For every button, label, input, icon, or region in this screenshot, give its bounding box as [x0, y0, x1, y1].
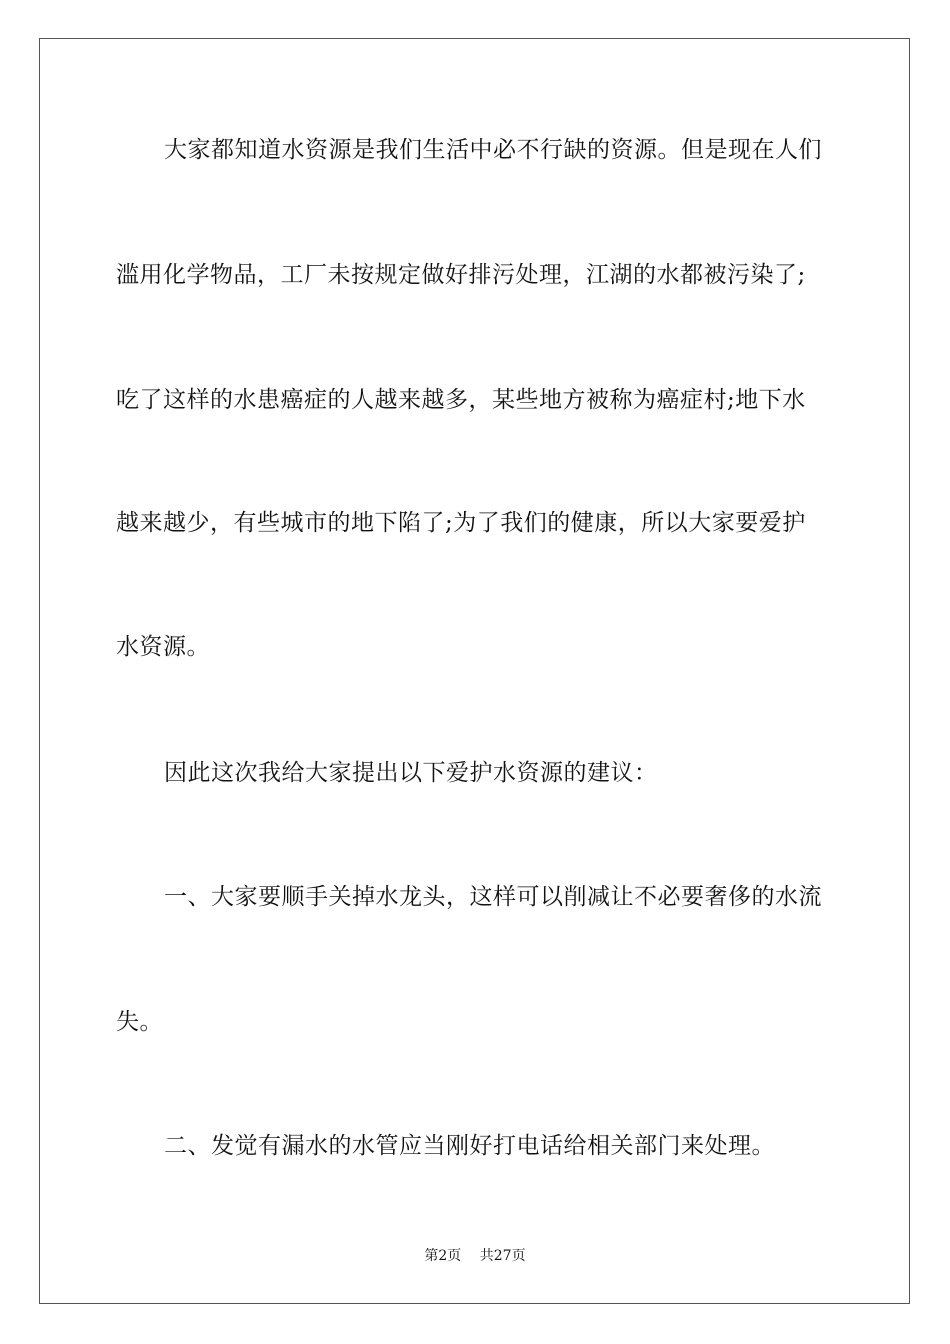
page-footer — [0, 1247, 950, 1265]
paragraph-line: 大家都知道水资源是我们生活中必不行缺的资源。但是现在人们 — [164, 137, 822, 163]
paragraph-line: 越来越少，有些城市的地下陷了;为了我们的健康，所以大家要爱护 — [116, 510, 806, 536]
paragraph-line: 二、发觉有漏水的水管应当刚好打电话给相关部门来处理。 — [164, 1133, 775, 1159]
paragraph-line: 因此这次我给大家提出以下爱护水资源的建议： — [164, 760, 658, 786]
paragraph-line: 滥用化学物品，工厂未按规定做好排污处理，江湖的水都被污染了; — [116, 262, 806, 288]
paragraph-line: 吃了这样的水患癌症的人越来越多，某些地方被称为癌症村;地下水 — [116, 387, 806, 413]
page-frame — [39, 38, 910, 1304]
page-number: 第2页 — [424, 1248, 462, 1264]
paragraph-line: 水资源。 — [116, 634, 210, 660]
paragraph-line: 一、大家要顺手关掉水龙头，这样可以削减让不必要奢侈的水流 — [164, 884, 822, 910]
total-pages: 共27页 — [479, 1248, 526, 1264]
paragraph-line: 失。 — [116, 1009, 163, 1035]
